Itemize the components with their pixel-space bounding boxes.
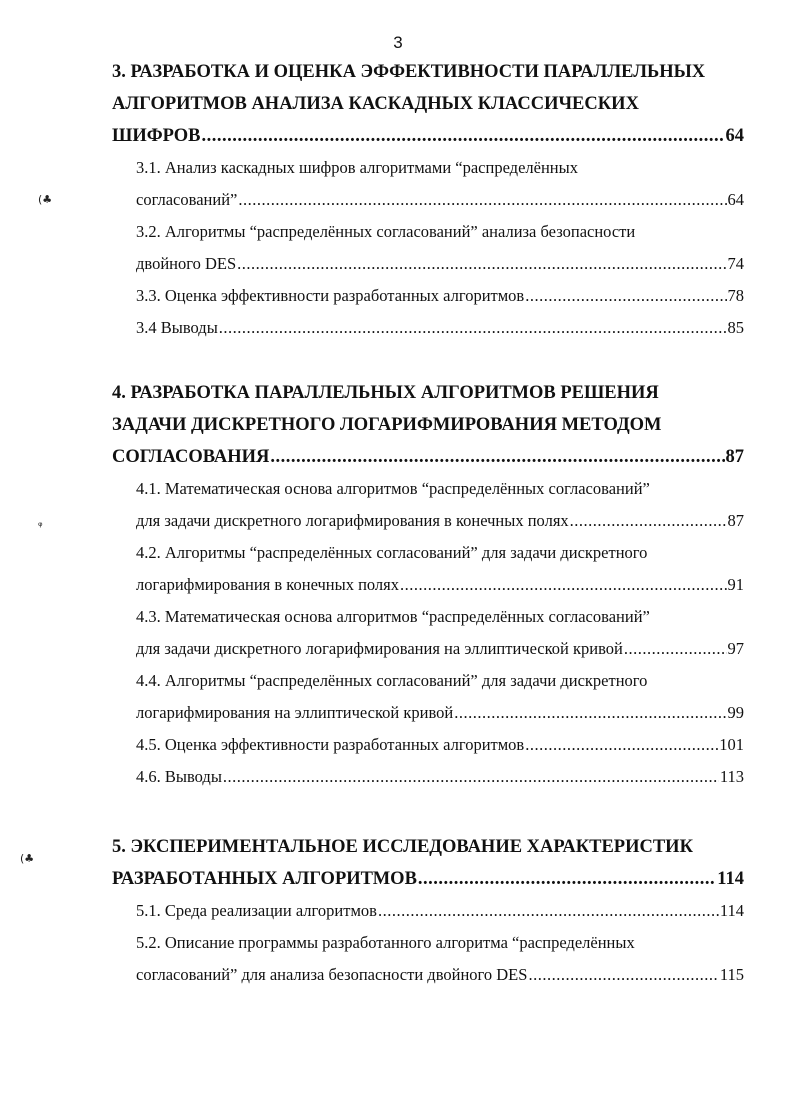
- chapter-title-line: 4. РАЗРАБОТКА ПАРАЛЛЕЛЬНЫХ АЛГОРИТМОВ РЕШЕНИЯ: [112, 383, 659, 403]
- section-page-number: 74: [727, 254, 744, 273]
- dot-leader: [400, 569, 726, 601]
- toc-section[interactable]: [136, 537, 744, 601]
- section-title-last-line: [136, 248, 744, 280]
- toc-chapter-5[interactable]: [112, 831, 744, 991]
- section-title-line: 4.4. Алгоритмы “распределённых согласований” для задачи дискретного: [136, 671, 648, 690]
- chapter-page-number: 87: [725, 447, 744, 467]
- section-title-text: 4.6. Выводы: [136, 767, 222, 786]
- section-title-last-line: [136, 633, 744, 665]
- dot-leader: [202, 120, 725, 152]
- chapter-title-line: 3. РАЗРАБОТКА И ОЦЕНКА ЭФФЕКТИВНОСТИ ПАРАЛЛЕЛЬНЫХ: [112, 62, 706, 82]
- section-title-last-line: [136, 312, 744, 344]
- section-page-number: 85: [727, 318, 744, 337]
- dot-leader: [454, 697, 726, 729]
- toc-section[interactable]: [136, 895, 744, 927]
- chapter-page-number: 64: [725, 126, 744, 146]
- section-title-last-line: [136, 729, 744, 761]
- toc-section[interactable]: [136, 152, 744, 216]
- section-page-number: 115: [719, 965, 744, 984]
- section-title-line: 4.3. Математическая основа алгоритмов “распределённых согласований”: [136, 607, 650, 626]
- chapter-title-line: 5. ЭКСПЕРИМЕНТАЛЬНОЕ ИССЛЕДОВАНИЕ ХАРАКТЕРИСТИК: [112, 837, 693, 857]
- toc-chapter-3[interactable]: [112, 56, 744, 344]
- toc-section[interactable]: [136, 312, 744, 344]
- section-page-number: 113: [719, 767, 744, 786]
- section-title-line: 5.2. Описание программы разработанного алгоритма “распределённых: [136, 933, 635, 952]
- chapter-title-text: РАЗРАБОТАННЫХ АЛГОРИТМОВ: [112, 869, 417, 889]
- section-title-line: 3.1. Анализ каскадных шифров алгоритмами “распределённых: [136, 158, 578, 177]
- section-title-last-line: [136, 895, 744, 927]
- dot-leader: [624, 633, 727, 665]
- dot-leader: [270, 441, 724, 473]
- dot-leader: [570, 505, 727, 537]
- chapter-title-line: АЛГОРИТМОВ АНАЛИЗА КАСКАДНЫХ КЛАССИЧЕСКИХ: [112, 94, 639, 114]
- margin-mark: (♣: [20, 852, 35, 865]
- dot-leader: [237, 248, 726, 280]
- section-title-line: 4.2. Алгоритмы “распределённых согласований” для задачи дискретного: [136, 543, 648, 562]
- chapter-page-number: 114: [717, 869, 744, 889]
- section-title-line: 3.2. Алгоритмы “распределённых согласований” анализа безопасности: [136, 222, 636, 241]
- toc-section[interactable]: [136, 280, 744, 312]
- dot-leader: [525, 729, 718, 761]
- section-title-last-line: [136, 505, 744, 537]
- toc-section[interactable]: [136, 216, 744, 280]
- dot-leader: [528, 959, 718, 991]
- section-title-last-line: [136, 280, 744, 312]
- section-title-text: 5.1. Среда реализации алгоритмов: [136, 901, 377, 920]
- chapter-title-last-line: [112, 120, 744, 152]
- toc-section[interactable]: [136, 761, 744, 793]
- section-title-last-line: [136, 184, 744, 216]
- dot-leader: [219, 312, 727, 344]
- section-title-text: для задачи дискретного логарифмирования на эллиптической кривой: [136, 639, 623, 658]
- dot-leader: [238, 184, 726, 216]
- toc-section[interactable]: [136, 473, 744, 537]
- chapter-title-text: ШИФРОВ: [112, 126, 201, 146]
- chapter-title-last-line: [112, 441, 744, 473]
- section-title-text: двойного DES: [136, 254, 237, 273]
- toc-section-list: [136, 895, 744, 991]
- section-page-number: 87: [727, 511, 744, 530]
- section-title-text: 3.3. Оценка эффективности разработанных алгоритмов: [136, 286, 525, 305]
- section-title-text: логарифмирования на эллиптической кривой: [136, 703, 454, 722]
- margin-mark: (♣: [38, 193, 53, 206]
- chapter-title-line: ЗАДАЧИ ДИСКРЕТНОГО ЛОГАРИФМИРОВАНИЯ МЕТОДОМ: [112, 415, 662, 435]
- section-title-last-line: [136, 697, 744, 729]
- toc-section-list: [136, 152, 744, 344]
- section-page-number: 114: [719, 901, 744, 920]
- margin-mark: ᵩ: [38, 516, 43, 529]
- section-title-last-line: [136, 569, 744, 601]
- toc-section[interactable]: [136, 927, 744, 991]
- chapter-title-last-line: [112, 863, 744, 895]
- section-title-text: для задачи дискретного логарифмирования в конечных полях: [136, 511, 569, 530]
- section-title-text: согласований”: [136, 190, 238, 209]
- section-title-text: 4.5. Оценка эффективности разработанных алгоритмов: [136, 735, 525, 754]
- section-page-number: 97: [727, 639, 744, 658]
- section-page-number: 91: [727, 575, 744, 594]
- section-title-text: логарифмирования в конечных полях: [136, 575, 400, 594]
- toc-section[interactable]: [136, 729, 744, 761]
- dot-leader: [418, 863, 716, 895]
- toc-section[interactable]: [136, 601, 744, 665]
- section-title-text: 3.4 Выводы: [136, 318, 218, 337]
- page-number: 3: [393, 33, 403, 52]
- section-title-last-line: [136, 959, 744, 991]
- section-title-line: 4.1. Математическая основа алгоритмов “распределённых согласований”: [136, 479, 650, 498]
- chapter-title-text: СОГЛАСОВАНИЯ: [112, 447, 270, 467]
- section-page-number: 64: [727, 190, 744, 209]
- toc-section[interactable]: [136, 665, 744, 729]
- section-page-number: 99: [727, 703, 744, 722]
- section-page-number: 101: [719, 735, 744, 754]
- section-page-number: 78: [727, 286, 744, 305]
- dot-leader: [378, 895, 719, 927]
- section-title-last-line: [136, 761, 744, 793]
- dot-leader: [525, 280, 726, 312]
- toc-section-list: [136, 473, 744, 793]
- dot-leader: [223, 761, 719, 793]
- section-title-text: согласований” для анализа безопасности двойного DES: [136, 965, 528, 984]
- toc-chapter-4[interactable]: [112, 377, 744, 793]
